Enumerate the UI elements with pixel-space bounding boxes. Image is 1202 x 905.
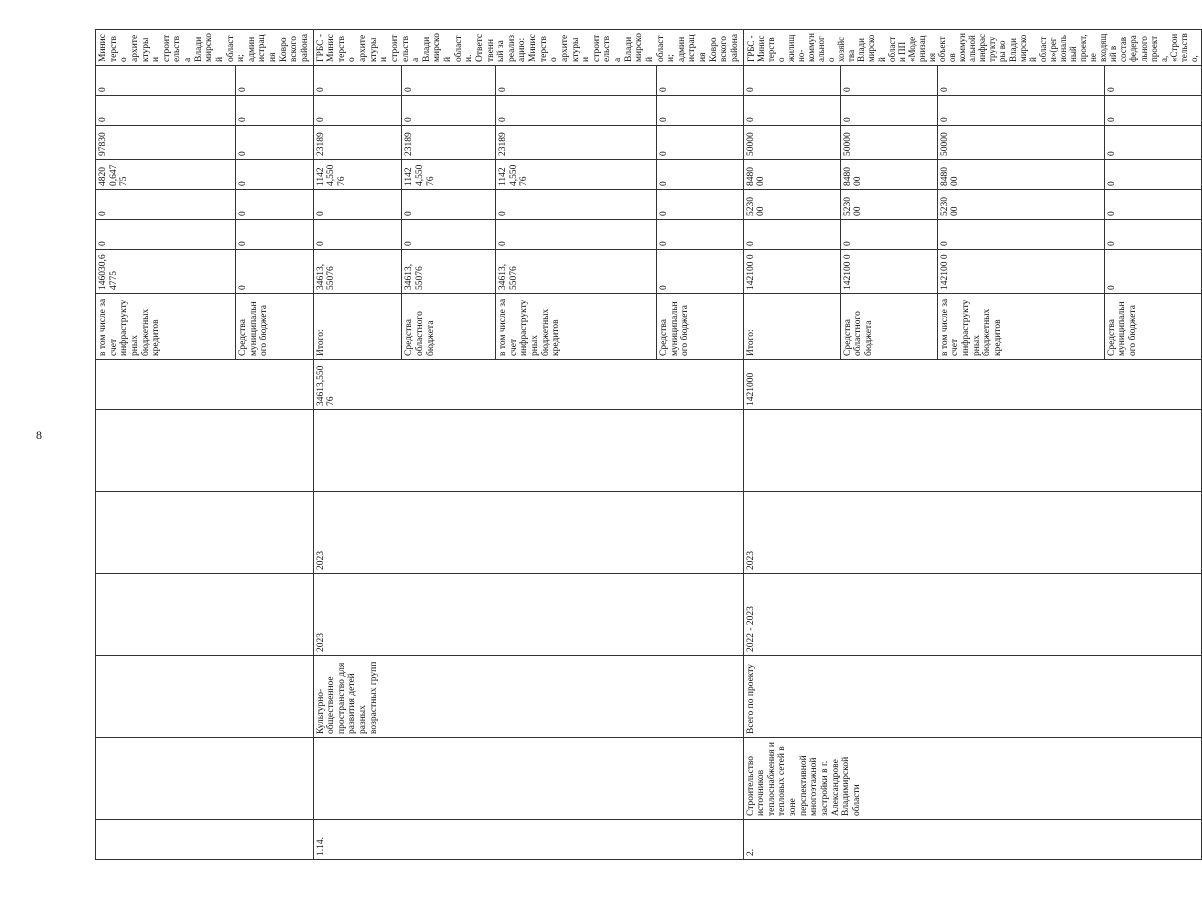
cell-value: 8480 00 [743, 160, 840, 190]
cell-source-label: в том числе за счет инфраструктурных бюджетных кредитов [496, 294, 657, 360]
cell-value: 142100 0 [937, 250, 1104, 294]
cell-year [96, 492, 314, 574]
cell-extra [96, 410, 314, 492]
cell-value: 0 [236, 220, 313, 250]
cell-value: 0 [1104, 190, 1201, 220]
cell-value: 0 [496, 66, 657, 96]
cell-value: 0 [657, 220, 743, 250]
cell-value: 23189 [313, 126, 402, 160]
cell-source-label: Средства муниципального бюджета [236, 294, 313, 360]
cell-value: 5230 00 [937, 190, 1104, 220]
cell-source-label: в том числе за счет инфраструктурных бюджетных кредитов [96, 294, 236, 360]
cell-value: 0 [313, 96, 402, 126]
cell-value: 0 [1104, 160, 1201, 190]
cell-value: 1142 4,550 76 [313, 160, 402, 190]
cell-value: 34613, 55076 [496, 250, 657, 294]
cell-value: 142100 0 [743, 250, 840, 294]
cell-value: 0 [657, 190, 743, 220]
cell-value: 0 [96, 190, 236, 220]
cell-value: 0 [1104, 126, 1201, 160]
cell-cost: 1421000 [743, 360, 1202, 410]
cell-value: 0 [1104, 66, 1201, 96]
cell-value: 0 [96, 96, 236, 126]
cell-value: 0 [236, 66, 313, 96]
cell-source-label: Итого: [743, 294, 840, 360]
cell-object [313, 738, 743, 820]
table-row [313, 30, 402, 860]
cell-responsible: ГРБС - Министерство жилищно-коммунального хозяйства Владимирской области ПП «Модернизация объектов коммунальной инфраструктуры во Владимирской области»(региональный проект, не входящий в состав федерального проекта, «Строительство, [743, 30, 1202, 66]
cell-value: 0 [840, 220, 937, 250]
cell-value: 5230 00 [743, 190, 840, 220]
cell-value: 0 [313, 190, 402, 220]
rotated-table-container [95, 30, 1199, 860]
cell-subobject: Культурно-общественное пространство для развития детей разных возрастных групп [313, 656, 743, 738]
table-row [96, 30, 236, 860]
cell-value: 146030,64775 [96, 250, 236, 294]
cell-value: 0 [657, 250, 743, 294]
cell-value: 0 [657, 160, 743, 190]
cell-source-label: в том числе за счет инфраструктурных бюджетных кредитов [937, 294, 1104, 360]
cell-cost: 34613,55076 [313, 360, 743, 410]
cell-extra [313, 410, 743, 492]
cell-value: 0 [402, 190, 496, 220]
cell-responsible: Министерство архитектуры и строительства Владимирской области; администрация Ковровского района [96, 30, 314, 66]
cell-value: 8480 00 [840, 160, 937, 190]
cell-num: 2. [743, 820, 1202, 860]
cell-value: 0 [496, 190, 657, 220]
cell-value: 0 [937, 220, 1104, 250]
cell-value: 0 [402, 220, 496, 250]
cell-value: 0 [1104, 220, 1201, 250]
cell-value: 0 [657, 66, 743, 96]
cell-subobject: Всего по проекту [743, 656, 1202, 738]
cell-value: 1142 4,550 76 [402, 160, 496, 190]
cell-value: 50000 [840, 126, 937, 160]
cell-value: 0 [236, 190, 313, 220]
cell-value: 0 [840, 66, 937, 96]
cell-value: 34613, 55076 [313, 250, 402, 294]
cell-period: 2023 [313, 574, 743, 656]
cell-source-label: Средства муниципального бюджета [1104, 294, 1201, 360]
cell-value: 0 [496, 96, 657, 126]
cell-value: 0 [657, 126, 743, 160]
budget-table [95, 29, 1202, 860]
cell-value: 0 [313, 220, 402, 250]
cell-value: 5230 00 [840, 190, 937, 220]
cell-source-label: Средства областного бюджета [840, 294, 937, 360]
cell-value: 0 [743, 66, 840, 96]
cell-period [96, 574, 314, 656]
cell-responsible: ГРБС - Министерство архитектуры и строительства Владимирской области. Ответственный за реализацию: Министерство архитектуры и строительства Владимирской области; администрация Ковровского района [313, 30, 743, 66]
cell-source-label: Средства областного бюджета [402, 294, 496, 360]
cell-subobject [96, 656, 314, 738]
cell-value: 0 [937, 66, 1104, 96]
cell-value: 23189 [496, 126, 657, 160]
cell-value: 0 [236, 96, 313, 126]
cell-object: Строительство источников теплоснабжения и тепловых сетей в зоне перспективной многоэтажной застройки в г. Александрове Владимирской области [743, 738, 1202, 820]
cell-value: 0 [236, 126, 313, 160]
cell-year: 2023 [313, 492, 743, 574]
cell-value: 1142 4,550 76 [496, 160, 657, 190]
cell-value: 50000 [743, 126, 840, 160]
cell-extra [743, 410, 1202, 492]
cell-year: 2023 [743, 492, 1202, 574]
cell-value: 0 [937, 96, 1104, 126]
cell-value: 0 [1104, 96, 1201, 126]
cell-source-label: Итого: [313, 294, 402, 360]
cell-value: 0 [96, 220, 236, 250]
cell-value: 0 [1104, 250, 1201, 294]
cell-period: 2022 - 2023 [743, 574, 1202, 656]
cell-value: 34613, 55076 [402, 250, 496, 294]
cell-value: 0 [496, 220, 657, 250]
cell-value: 0 [743, 96, 840, 126]
cell-value: 23189 [402, 126, 496, 160]
cell-value: 0 [313, 66, 402, 96]
cell-value: 0 [840, 96, 937, 126]
cell-value: 0 [236, 250, 313, 294]
cell-cost [96, 360, 314, 410]
cell-value: 4820 0,647 75 [96, 160, 236, 190]
cell-object [96, 738, 314, 820]
cell-value: 0 [743, 220, 840, 250]
cell-value: 0 [402, 96, 496, 126]
cell-value: 50000 [937, 126, 1104, 160]
page-number: 8 [36, 428, 42, 442]
cell-value: 97830 [96, 126, 236, 160]
cell-value: 0 [96, 66, 236, 96]
table-row [743, 30, 840, 860]
cell-value: 0 [236, 160, 313, 190]
cell-num [96, 820, 314, 860]
cell-num: 1.14. [313, 820, 743, 860]
cell-value: 0 [402, 66, 496, 96]
cell-value: 8480 00 [937, 160, 1104, 190]
cell-source-label: Средства муниципального бюджета [657, 294, 743, 360]
cell-value: 0 [657, 96, 743, 126]
cell-value: 142100 0 [840, 250, 937, 294]
